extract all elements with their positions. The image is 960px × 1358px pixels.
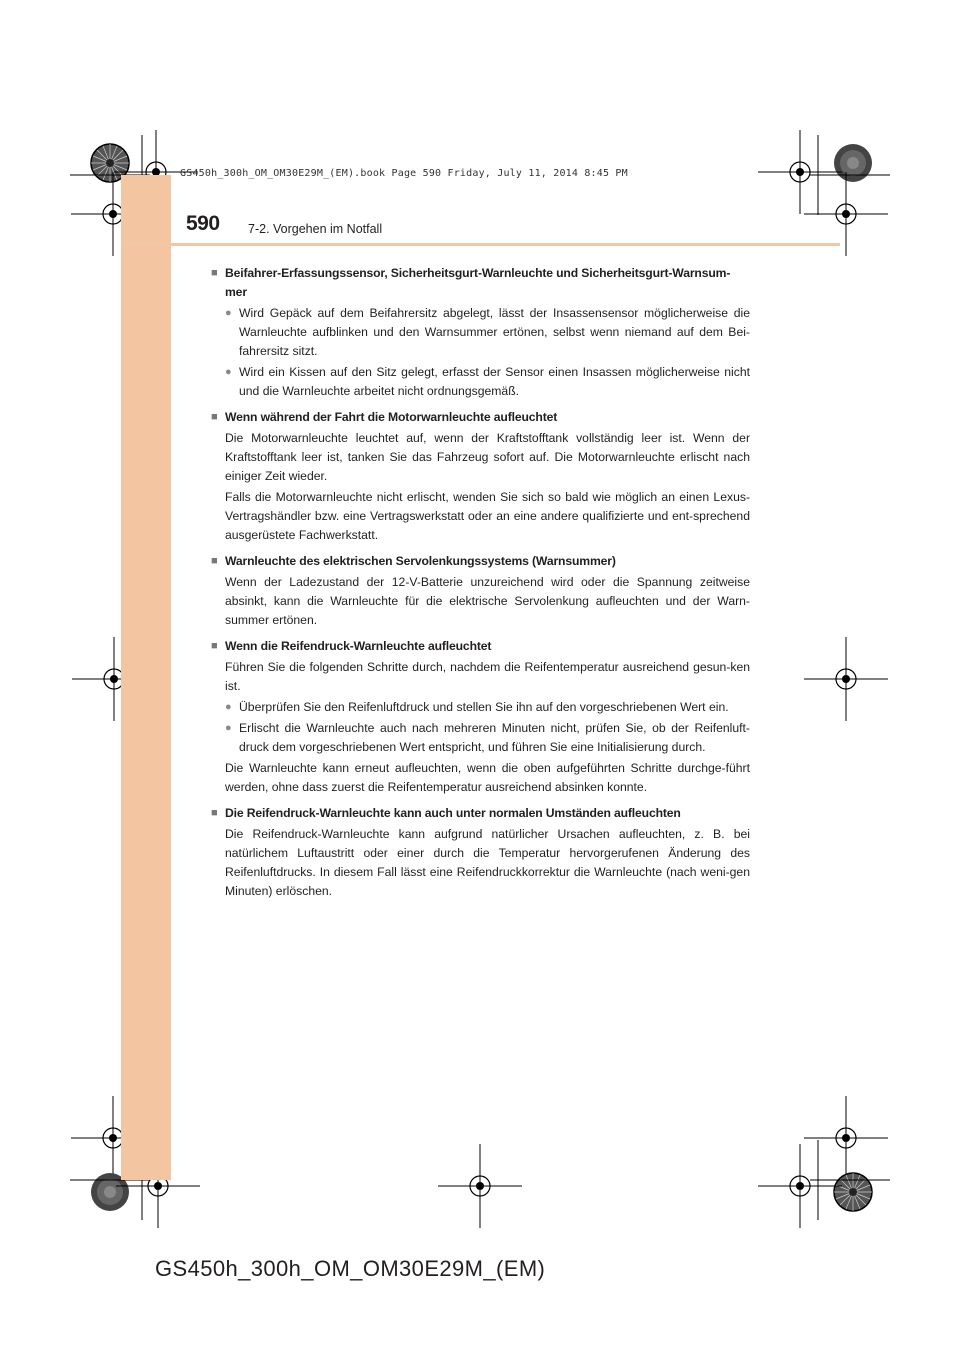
- section-heading: [211, 408, 750, 427]
- block-text: Führen Sie die folgenden Schritte durch, nachdem die Reifentemperatur ausreichend gesun-ken ist.: [225, 660, 750, 693]
- circle-bullet-icon: ●: [225, 366, 232, 378]
- body-paragraph: [211, 573, 750, 630]
- bullet-item: [211, 304, 750, 361]
- side-mark-right: [804, 637, 888, 721]
- bottom-center-mark: [438, 1144, 522, 1228]
- block-text: Die Reifendruck-Warnleuchte kann auch unter normalen Umständen aufleuchten: [225, 806, 681, 820]
- block-text: Warnleuchte des elektrischen Servolenkungssystems (Warnsummer): [225, 554, 616, 568]
- header-rule: [121, 243, 840, 246]
- block-text: Wenn die Reifendruck-Warnleuchte aufleuchtet: [225, 639, 492, 653]
- block-text: Die Motorwarnleuchte leuchtet auf, wenn der Kraftstofftank vollständig leer ist. Wenn der Kraftstofftank leer ist, tanken Sie das Fahrzeug sofort auf. Die Motorwarnleuchte erlischt nach einiger Zeit wieder.: [225, 431, 750, 483]
- circle-bullet-icon: ●: [225, 722, 232, 734]
- section-title: 7-2. Vorgehen im Notfall: [248, 222, 383, 236]
- page-content: [211, 264, 750, 903]
- body-paragraph: [211, 825, 750, 901]
- block-text: Die Warnleuchte kann erneut aufleuchten, wenn die oben aufgeführten Schritte durchge-führt werden, ohne dass zuerst die Reifentemperatur ausreichend absinken konnte.: [225, 761, 750, 794]
- circle-bullet-icon: ●: [225, 701, 232, 713]
- square-bullet-icon: ■: [211, 807, 218, 819]
- block-text: Falls die Motorwarnleuchte nicht erlischt, wenden Sie sich so bald wie möglich an einen Lexus-Vertragshändler bzw. eine Vertragswerkstatt oder an eine andere qualifizierte und ent-sprechend ausgerüstete Fachwerkstatt.: [225, 490, 750, 542]
- bullet-item: [211, 698, 750, 717]
- body-paragraph: [211, 488, 750, 545]
- footer-document-id: GS450h_300h_OM_OM30E29M_(EM): [155, 1256, 546, 1281]
- section-heading: [211, 637, 750, 656]
- block-text: Wenn während der Fahrt die Motorwarnleuchte aufleuchtet: [225, 410, 558, 424]
- block-text: Beifahrer-Erfassungssensor, Sicherheitsgurt-Warnleuchte und Sicherheitsgurt-Warnsum-mer: [225, 266, 731, 299]
- square-bullet-icon: ■: [211, 640, 218, 652]
- block-text: Die Reifendruck-Warnleuchte kann aufgrund natürlicher Ursachen aufleuchten, z. B. bei natürlichem Luftaustritt oder einer durch die Temperatur hervorgerufenen Änderung des Reifenluftdrucks. In diesem Fall lässt eine Reifendruckkorrektur die Warnleuchte (nach weni-gen Minuten) erlöschen.: [225, 827, 750, 898]
- page-number: 590: [186, 212, 220, 235]
- block-text: Wenn der Ladezustand der 12-V-Batterie unzureichend wird oder die Spannung zeitweise absinkt, kann die Warnleuchte für die elektrische Servolenkung aufleuchten und der Warn-summer ertönen.: [225, 575, 750, 627]
- section-heading: [211, 552, 750, 571]
- section-heading: [211, 264, 750, 302]
- section-heading: [211, 804, 750, 823]
- square-bullet-icon: ■: [211, 267, 218, 279]
- block-text: Erlischt die Warnleuchte auch nach mehreren Minuten nicht, prüfen Sie, ob der Reifenluft-druck dem vorgeschriebenen Wert entspricht, und führen Sie eine Initialisierung durch.: [239, 721, 750, 754]
- print-header: GS450h_300h_OM_OM30E29M_(EM).book Page 590 Friday, July 11, 2014 8:45 PM: [180, 168, 628, 179]
- block-text: Wird Gepäck auf dem Beifahrersitz abgelegt, lässt der Insassensensor möglicherweise die Warnleuchte aufblinken und den Warnsummer ertönen, selbst wenn niemand auf dem Bei-fahrersitz sitzt.: [239, 306, 750, 358]
- chapter-sidebar-band: [121, 175, 171, 1180]
- block-text: Überprüfen Sie den Reifenluftdruck und stellen Sie ihn auf den vorgeschriebenen Wert ein.: [239, 700, 729, 714]
- bullet-item: [211, 363, 750, 401]
- corner-mark-bottom-right: [758, 1096, 890, 1228]
- body-paragraph: [211, 759, 750, 797]
- square-bullet-icon: ■: [211, 411, 218, 423]
- bullet-item: [211, 719, 750, 757]
- body-paragraph: [211, 658, 750, 696]
- block-text: Wird ein Kissen auf den Sitz gelegt, erfasst der Sensor einen Insassen möglicherweise nicht und die Warnleuchte arbeitet nicht ordnungsgemäß.: [239, 365, 750, 398]
- square-bullet-icon: ■: [211, 555, 218, 567]
- body-paragraph: [211, 429, 750, 486]
- circle-bullet-icon: ●: [225, 307, 232, 319]
- corner-mark-top-right: [758, 130, 890, 256]
